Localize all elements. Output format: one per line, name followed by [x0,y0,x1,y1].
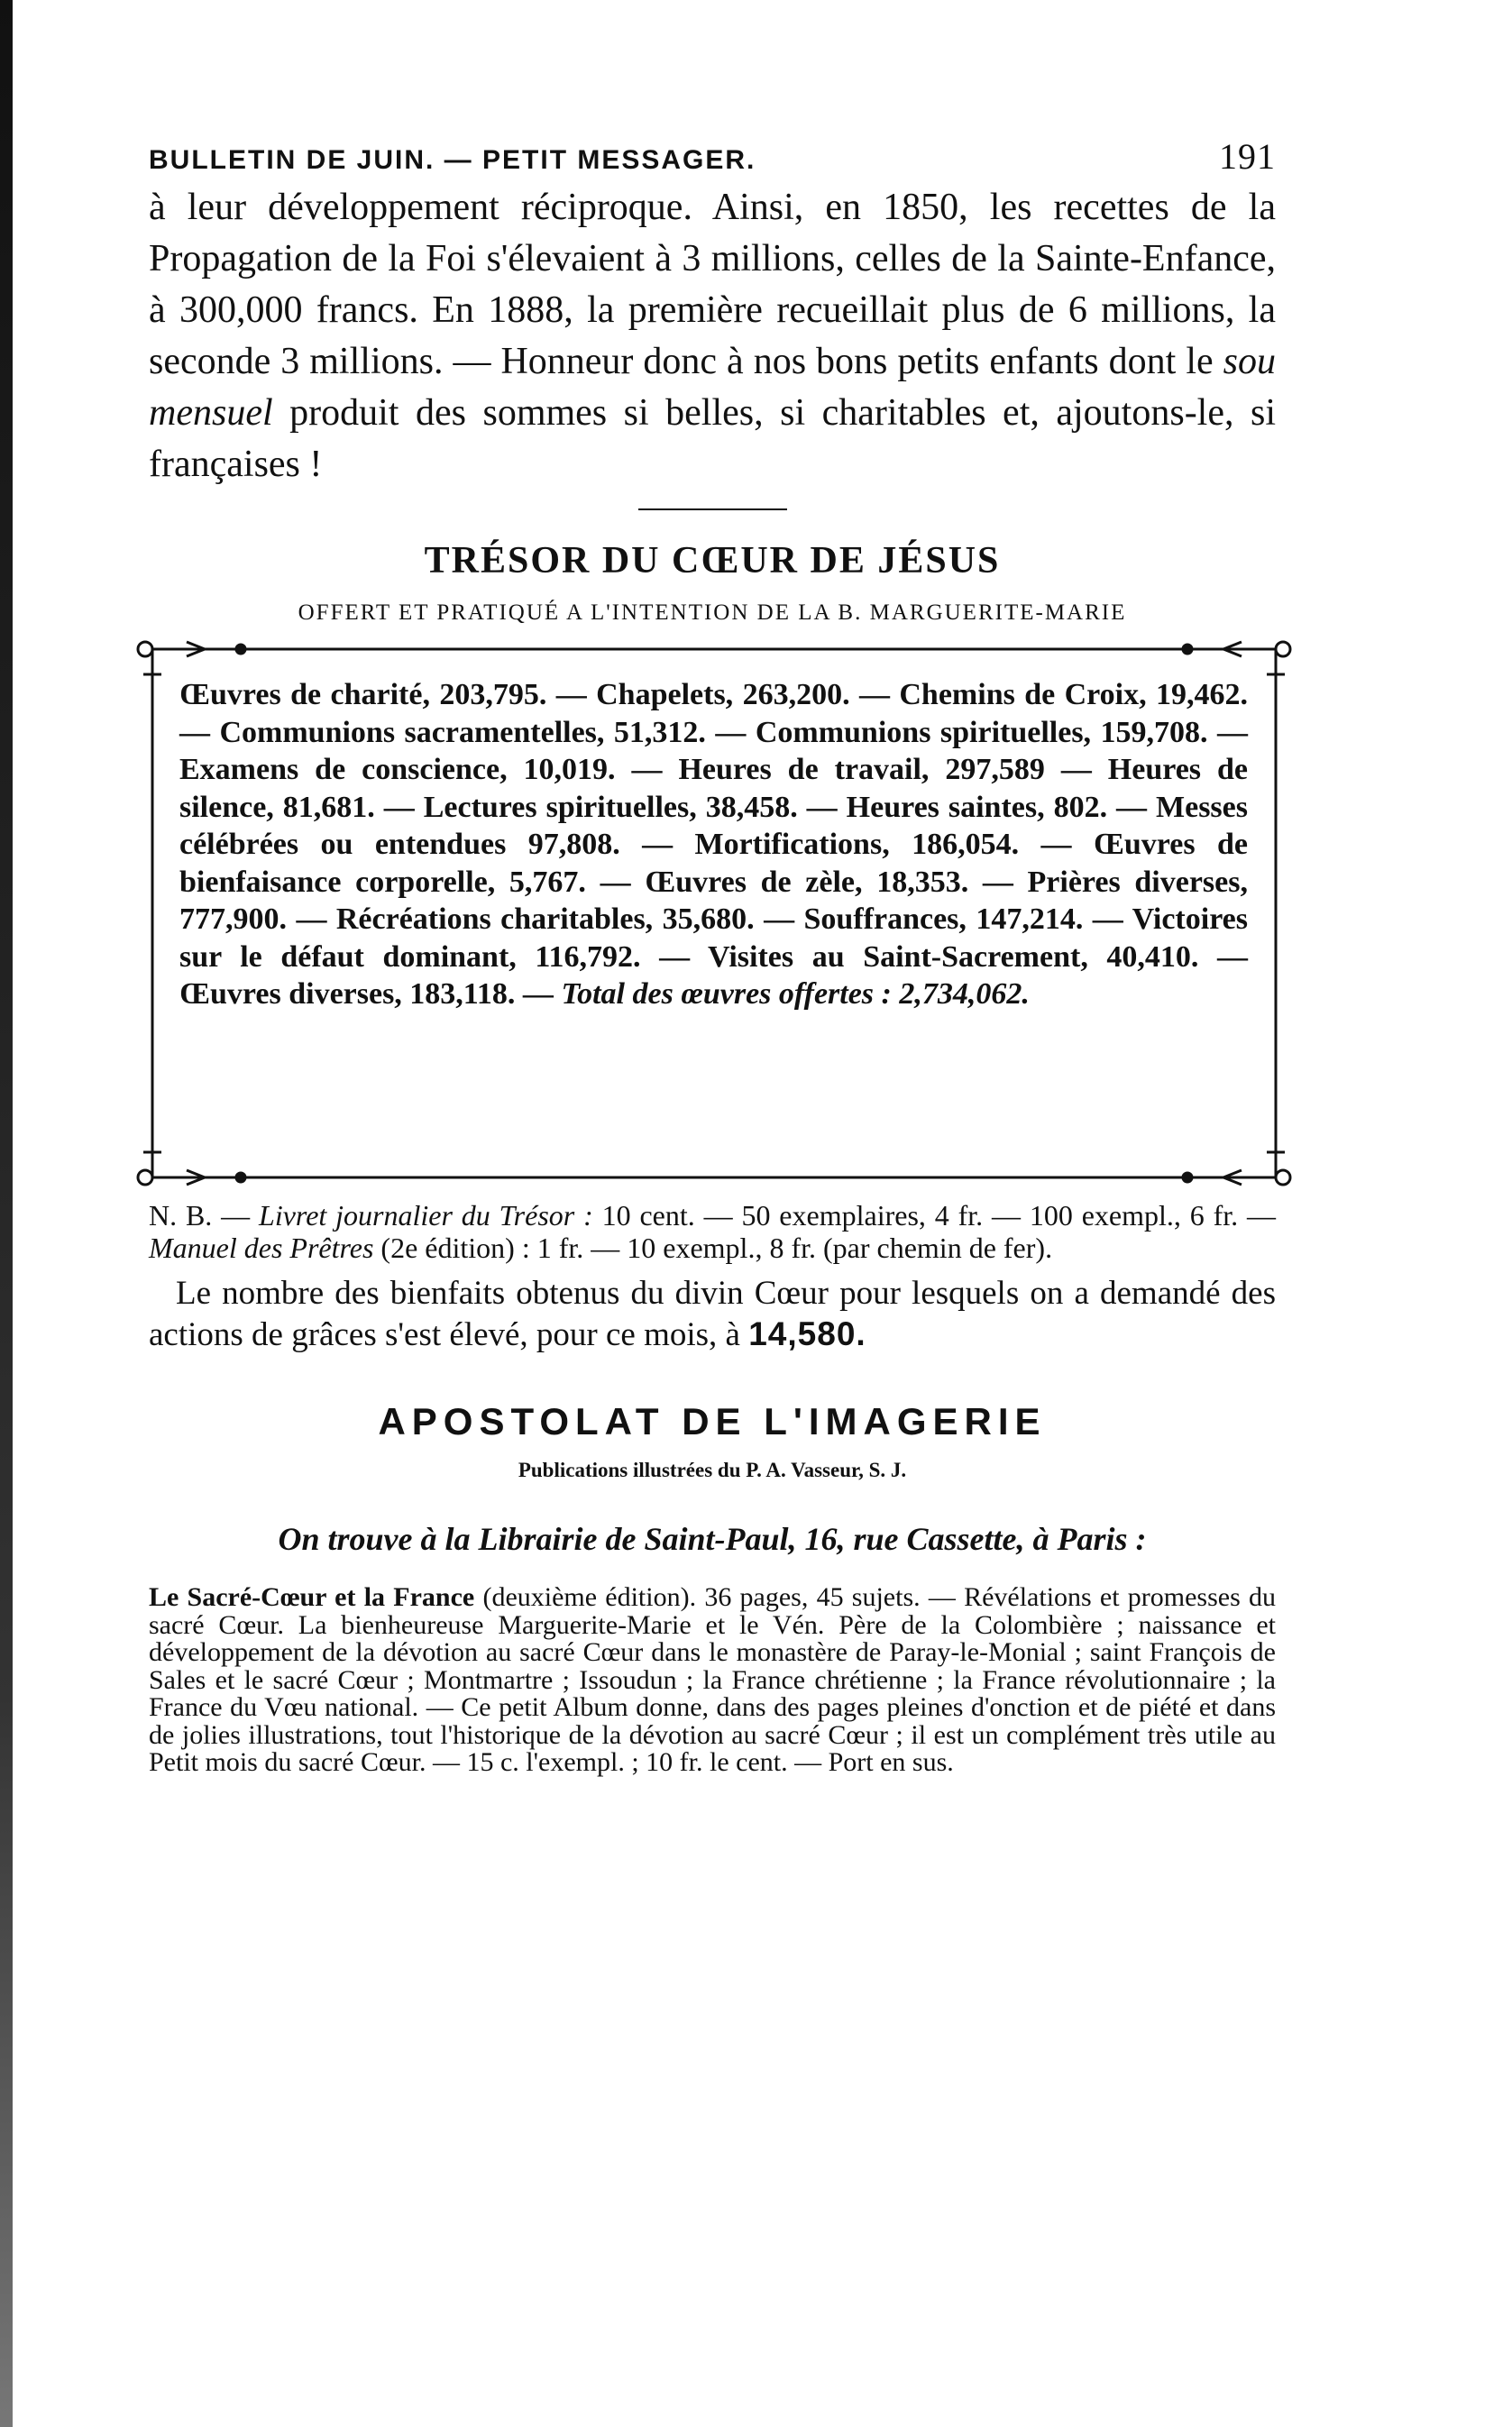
note-prefix: N. B. — [149,1199,251,1232]
note-livret-title: Livret journalier du Trésor : [259,1199,593,1232]
catalog-entry [149,1584,1276,1777]
tresor-total: Total des œuvres offertes : 2,734,062. [561,977,1030,1011]
tresor-items: Œuvres de charité, 203,795. — Chapelets, 263,200. — Chemins de Croix, 19,462. — Communions sacramentelles, 51,312. — Communions spirituelles, 159,708. — Examens de conscience, 10,019. — Heures de travail, 297,589 — Heures de silence, 81,681. — Lectures spirituelles, 38,458. — Heures saintes, 802. — Messes célébrées ou entendues 97,808. — Mortifications, 186,054. — Œuvres de bienfaisance corporelle, 5,767. — Œuvres de zèle, 18,353. — Prières diverses, 777,900. — Récréations charitables, 35,680. — Souffrances, 147,214. — Victoires sur le défaut dominant, 116,792. — Visites au Saint-Sacrement, 40,410. — Œuvres diverses, 183,118. — [179,678,1248,1011]
note-mid: 10 cent. — 50 exemplaires, 4 fr. — 100 exempl., 6 fr. — [601,1199,1277,1232]
bienfaits-paragraph [149,1273,1276,1355]
apostolat-subtitle: Publications illustrées du P. A. Vasseur, S. J. [518,1459,907,1481]
tresor-subtitle: OFFERT ET PRATIQUÉ A L'INTENTION DE LA B. MARGUERITE-MARIE [298,600,1127,625]
book-page [149,135,1276,1777]
bienfaits-number: 14,580. [748,1315,866,1352]
tresor-title: TRÉSOR DU CŒUR DE JÉSUS [424,540,1001,582]
intro-text: à leur développement réciproque. Ainsi, en 1850, les recettes de la Propagation de la Foi s'élevaient à 3 millions, celles de la Sainte-Enfance, à 300,000 francs. En 1888, la première recueillait plus de 6 millions, la seconde 3 millions. — Honneur donc à nos bons petits enfants dont le [149,187,1276,382]
intro-italic-term: sou mensuel [149,341,1276,434]
section-divider [638,508,787,510]
note-manuel-title: Manuel des Prêtres [149,1232,374,1264]
intro-paragraph [149,182,1276,490]
scan-left-edge [0,0,13,2427]
note-end: (2e édition) : 1 fr. — 10 exempl., 8 fr. (par chemin de fer). [380,1232,1053,1264]
bienfaits-text: Le nombre des bienfaits obtenus du divin Cœur pour lesquels on a demandé des actions de grâces s'est élevé, pour ce mois, à [149,1275,1276,1353]
tresor-box-text [179,676,1248,1013]
catalog-description: (deuxième édition). 36 pages, 45 sujets. — Révélations et promesses du sacré Cœur. La bienheureuse Marguerite-Marie et le Vén. Père de la Colombière ; naissance et développement de la dévotion au sacré Cœur dans le monastère de Paray-le-Monial ; saint François de Sales et le sacré Cœur ; Montmartre ; Issoudun ; la France chrétienne ; la France révolutionnaire ; la France du Vœu national. — Ce petit Album donne, dans des pages pleines d'onction et de piété et dans de jolies illustrations, tout l'historique de la dévotion au sacré Cœur ; il est un complément très utile au Petit mois du sacré Cœur. — 15 c. l'exempl. ; 10 fr. le cent. — Port en sus. [149,1582,1276,1777]
catalog-title: Le Sacré-Cœur et la France [149,1582,475,1612]
intro-text-end: produit des sommes si belles, si charitables et, ajoutons-le, si françaises ! [149,392,1277,485]
tresor-note [149,1199,1276,1264]
librairie-line: On trouve à la Librairie de Saint-Paul, 16, rue Cassette, à Paris : [278,1521,1147,1557]
page-number: 191 [1219,136,1276,177]
running-header [149,135,1276,182]
running-title: BULLETIN DE JUIN. — PETIT MESSAGER. [149,145,756,175]
tresor-frame [133,638,1296,1188]
apostolat-title: APOSTOLAT DE L'IMAGERIE [378,1400,1047,1442]
